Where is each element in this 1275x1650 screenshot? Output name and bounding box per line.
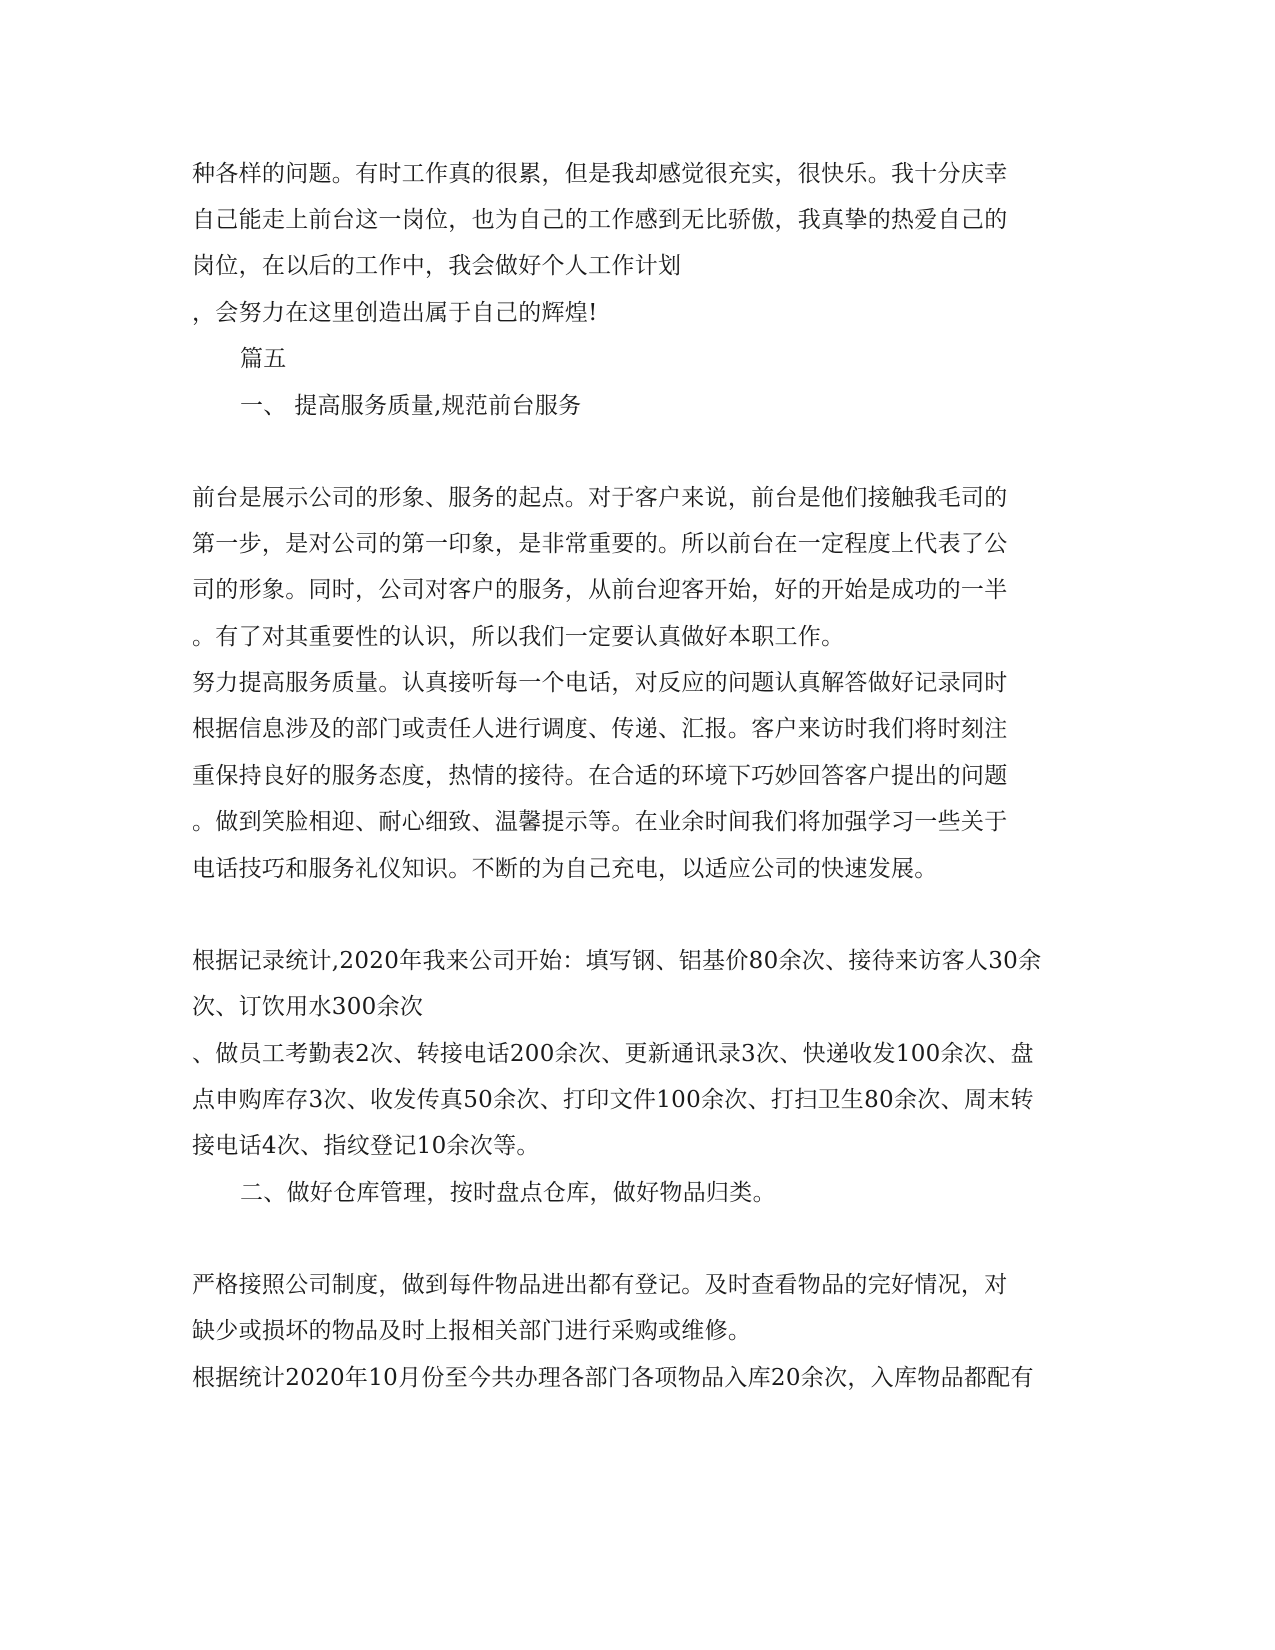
- text-line: 电话技巧和服务礼仪知识。不断的为自己充电，以适应公司的快速发展。: [192, 856, 938, 882]
- text-line: 。有了对其重要性的认识，所以我们一定要认真做好本职工作。: [192, 624, 845, 650]
- text-line: 种各样的问题。有时工作真的很累，但是我却感觉很充实，很快乐。我十分庆幸: [192, 161, 1008, 187]
- text-line: 缺少或损坏的物品及时上报相关部门进行采购或维修。: [192, 1318, 752, 1344]
- text-line: 点申购库存3次、收发传真50余次、打印文件100余次、打扫卫生80余次、周末转: [192, 1087, 1034, 1113]
- text-line: 接电话4次、指纹登记10余次等。: [192, 1133, 540, 1159]
- text-line: ，会努力在这里创造出属于自己的辉煌!: [192, 300, 598, 326]
- text-line: 自己能走上前台这一岗位，也为自己的工作感到无比骄傲，我真挚的热爱自己的: [192, 207, 1008, 233]
- text-line: 次、订饮用水300余次: [192, 994, 424, 1020]
- section-heading: 二、做好仓库管理，按时盘点仓库，做好物品归类。: [240, 1180, 776, 1206]
- text-line: 岗位，在以后的工作中，我会做好个人工作计划: [192, 253, 682, 279]
- text-line: 努力提高服务质量。认真接听每一个电话，对反应的问题认真解答做好记录同时: [192, 670, 1008, 696]
- text-line: 。做到笑脸相迎、耐心细致、温馨提示等。在业余时间我们将加强学习一些关于: [192, 809, 1008, 835]
- text-line: 司的形象。同时，公司对客户的服务，从前台迎客开始，好的开始是成功的一半: [192, 577, 1008, 603]
- text-line: 严格接照公司制度，做到每件物品进出都有登记。及时查看物品的完好情况，对: [192, 1272, 1008, 1298]
- text-line: 根据信息涉及的部门或责任人进行调度、传递、汇报。客户来访时我们将时刻注: [192, 716, 1008, 742]
- section-title: 篇五: [240, 346, 287, 372]
- text-line: 重保持良好的服务态度，热情的接待。在合适的环境下巧妙回答客户提出的问题: [192, 763, 1008, 789]
- section-heading: 一、 提高服务质量,规范前台服务: [240, 393, 582, 419]
- text-line: 前台是展示公司的形象、服务的起点。对于客户来说，前台是他们接触我毛司的: [192, 485, 1008, 511]
- text-line: 根据统计2020年10月份至今共办理各部门各项物品入库20余次，入库物品都配有: [192, 1365, 1034, 1391]
- text-line: 根据记录统计,2020年我来公司开始：填写钢、铝基价80余次、接待来访客人30余: [192, 948, 1042, 974]
- text-line: 第一步，是对公司的第一印象，是非常重要的。所以前台在一定程度上代表了公: [192, 531, 1008, 557]
- text-line: 、做员工考勤表2次、转接电话200余次、更新通讯录3次、快递收发100余次、盘: [192, 1041, 1034, 1067]
